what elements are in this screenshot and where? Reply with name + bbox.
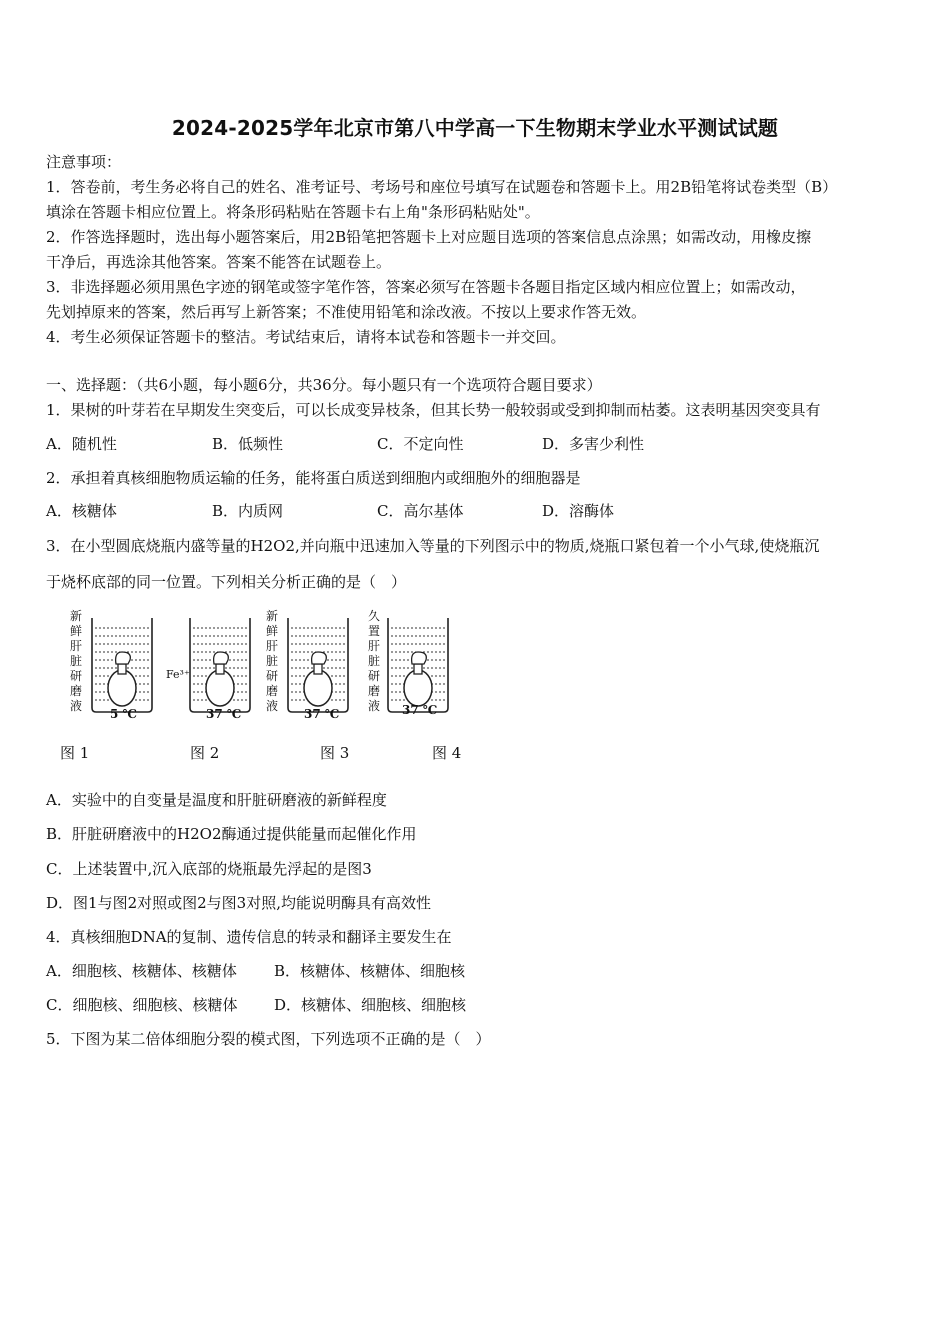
beaker-2 [190,618,250,712]
fig1-label-char: 磨 [70,684,83,698]
option-b[interactable]: B．核糖体、核糖体、细胞核 [274,962,466,980]
fig4-caption: 图 4 [432,744,462,762]
fig4-label-char: 磨 [368,684,381,698]
option-b[interactable]: B．低频性 [212,435,284,453]
notice-line: 4．考生必须保证答题卡的整洁。考试结束后，请将本试卷和答题卡一并交回。 [46,328,566,346]
fig3-label-char: 磨 [266,684,279,698]
question-4-stem: 4．真核细胞DNA的复制、遗传信息的转录和翻译主要发生在 [46,928,452,946]
option-a[interactable]: A．细胞核、核糖体、核糖体 [46,962,237,980]
beaker-3 [288,618,348,712]
page-title: 2024-2025学年北京市第八中学高一下生物期末学业水平测试试题 [171,116,779,140]
notice-heading: 注意事项： [46,153,122,171]
fig4-label-char: 置 [368,624,381,638]
fig4-label-char: 脏 [368,654,381,668]
fig3-label-char: 鲜 [266,624,279,638]
notice-line: 1．答卷前，考生务必将自己的姓名、准考证号、考场号和座位号填写在试题卷和答题卡上。用2B铅笔将试卷类型（B） [46,178,838,196]
fig4-label-char: 研 [368,669,381,683]
option-a[interactable]: A．随机性 [46,435,117,453]
beaker-diagram [60,608,480,738]
question-2-stem: 2．承担着真核细胞物质运输的任务，能将蛋白质送到细胞内或细胞外的细胞器是 [46,469,581,487]
fig1-label-char: 液 [70,699,83,713]
option-c[interactable]: C．不定向性 [377,435,464,453]
fig1-temp: 5 ℃ [110,707,137,721]
question-1-stem: 1．果树的叶芽若在早期发生突变后，可以长成变异枝条，但其长势一般较弱或受到抑制而枯萎。这表明基因突变具有 [46,401,821,419]
option-b[interactable]: B．内质网 [212,502,284,520]
section-heading: 一、选择题：（共6小题，每小题6分，共36分。每小题只有一个选项符合题目要求） [46,376,602,394]
fig1-label-char: 鲜 [70,624,83,638]
option-c[interactable]: C．高尔基体 [377,502,464,520]
fig3-label-char: 肝 [266,639,279,653]
notice-line: 干净后，再选涂其他答案。答案不能答在试题卷上。 [46,253,392,271]
question-3-option-a[interactable]: A．实验中的自变量是温度和肝脏研磨液的新鲜程度 [46,791,387,809]
fig3-label-char: 脏 [266,654,279,668]
beaker-figure [60,608,480,768]
option-d[interactable]: D．核糖体、细胞核、细胞核 [274,996,467,1014]
notice-line: 3．非选择题必须用黑色字迹的钢笔或签字笔作答，答案必须写在答题卡各题目指定区域内相应位置上；如需改动， [46,278,806,296]
fig3-temp: 37 ℃ [304,707,340,721]
fig2-fe-label: Fe³⁺ [166,668,190,681]
fig1-caption: 图 1 [60,744,90,762]
notice-line: 2．作答选择题时，选出每小题答案后，用2B铅笔把答题卡上对应题目选项的答案信息点涂黑；如需改动，用橡皮擦 [46,228,812,246]
fig3-label-char: 液 [266,699,279,713]
fig4-label-char: 肝 [368,639,381,653]
option-a[interactable]: A．核糖体 [46,502,117,520]
fig1-label-char: 肝 [70,639,83,653]
question-3-stem-cont: 于烧杯底部的同一位置。下列相关分析正确的是（ ） [46,573,407,591]
fig2-caption: 图 2 [190,744,220,762]
fig3-label-char: 研 [266,669,279,683]
fig2-temp: 37 ℃ [206,707,242,721]
option-d[interactable]: D．溶酶体 [542,502,615,520]
fig1-label-char: 脏 [70,654,83,668]
fig3-label-char: 新 [266,609,279,623]
fig4-label-char: 液 [368,699,381,713]
question-3-option-c[interactable]: C．上述装置中,沉入底部的烧瓶最先浮起的是图3 [46,860,372,878]
question-3-option-b[interactable]: B．肝脏研磨液中的H2O2酶通过提供能量而起催化作用 [46,825,417,843]
beaker-1 [92,618,152,712]
option-d[interactable]: D．多害少利性 [542,435,645,453]
option-c[interactable]: C．细胞核、细胞核、核糖体 [46,996,238,1014]
question-3-stem: 3．在小型圆底烧瓶内盛等量的H2O2,并向瓶中迅速加入等量的下列图示中的物质,烧瓶口紧包着一个小气球,使烧瓶沉 [46,537,820,555]
fig4-label-char: 久 [368,609,381,623]
question-3-option-d[interactable]: D．图1与图2对照或图2与图3对照,均能说明酶具有高效性 [46,894,431,912]
notice-line: 填涂在答题卡相应位置上。将条形码粘贴在答题卡右上角"条形码粘贴处"。 [46,203,540,221]
notice-line: 先划掉原来的答案，然后再写上新答案；不准使用铅笔和涂改液。不按以上要求作答无效。 [46,303,647,321]
fig1-label-char: 研 [70,669,83,683]
fig4-temp: 37 ℃ [402,703,438,717]
fig3-caption: 图 3 [320,744,350,762]
beaker-4 [388,618,448,712]
question-5-stem: 5．下图为某二倍体细胞分裂的模式图，下列选项不正确的是（ ） [46,1030,491,1048]
fig1-label-char: 新 [70,609,83,623]
